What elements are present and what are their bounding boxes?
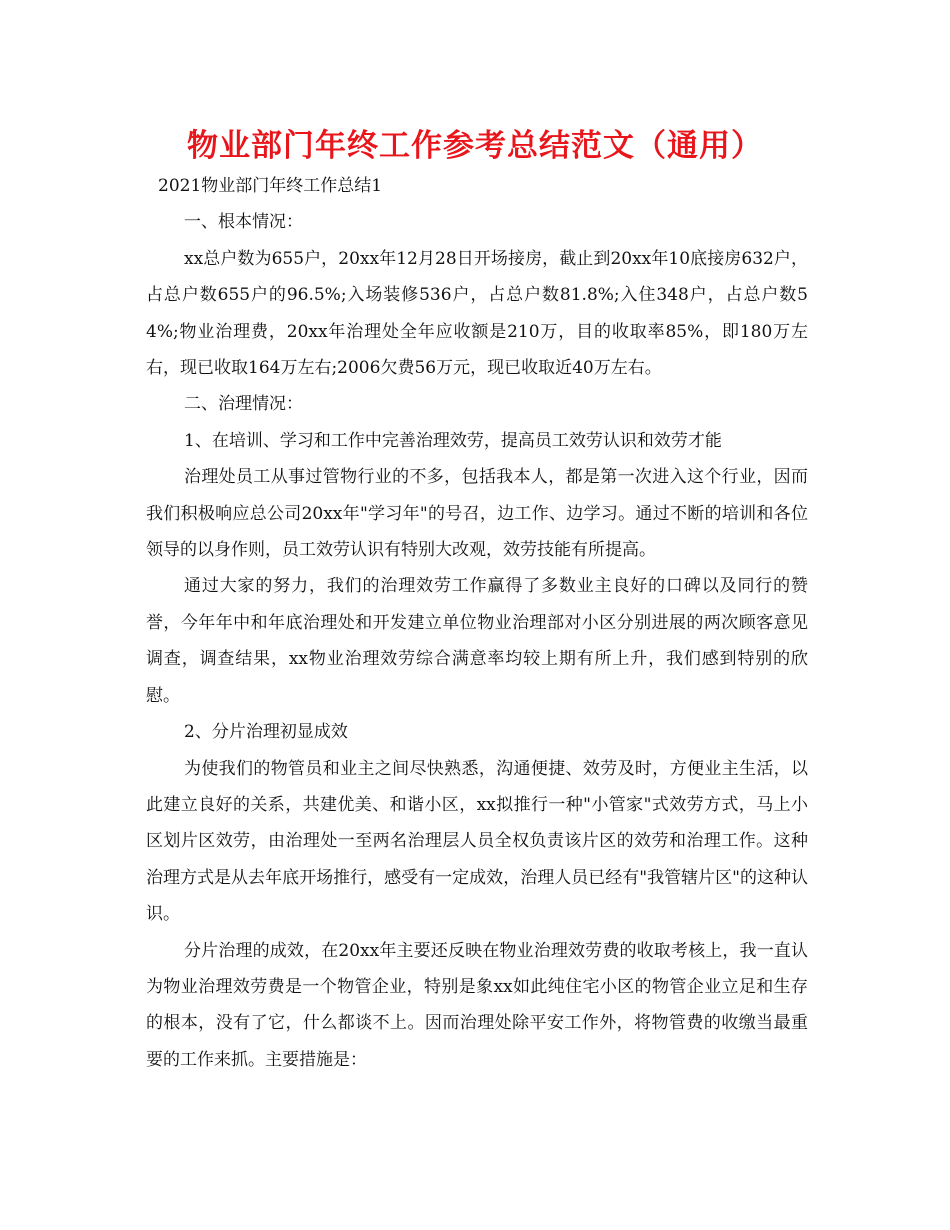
subheading-training: 1、在培训、学习和工作中完善治理效劳，提高员工效劳认识和效劳才能 — [184, 430, 722, 451]
paragraph-training: 治理处员工从事过管物行业的不多，包括我本人，都是第一次进入这个行业，因而我们积极响应总公司20xx年"学习年"的号召，边工作、边学习。通过不断的培训和各位领导的以身作则，员工效劳认识有特别大改观，效劳技能有所提高。 — [146, 467, 808, 561]
heading-basic-situation: 一、根本情况： — [184, 212, 303, 233]
document-title: 物业部门年终工作参考总结范文（通用） — [187, 128, 763, 164]
paragraph-household-stats: xx总户数为655户，20xx年12月28日开场接房，截止到20xx年10底接房632户，占总户数655户的96.5%;入场装修536户，占总户数81.8%;入住348户，占总户数54%;物业治理费，20xx年治理处全年应收额是210万，目的收取率85%，即180万左右，现已收取164万左右;2006欠费56万元，现已收取近40万左右。 — [146, 248, 808, 379]
paragraph-fee-collection: 分片治理的成效，在20xx年主要还反映在物业治理效劳费的收取考核上，我一直认为物业治理效劳费是一个物管企业，特别是象xx如此纯住宅小区的物管企业立足和生存的根本，没有了它，什么都谈不上。因而治理处除平安工作外，将物管费的收缴当最重要的工作来抓。主要措施是： — [146, 940, 808, 1070]
document-body — [146, 168, 808, 1078]
paragraph-reputation: 通过大家的努力，我们的治理效劳工作赢得了多数业主良好的口碑以及同行的赞誉，今年年中和年底治理处和开发建立单位物业治理部对小区分别进展的两次顾客意见调查，调查结果，xx物业治理效劳综合满意率均较上期有所上升，我们感到特别的欣慰。 — [146, 576, 808, 706]
heading-management-situation: 二、治理情况： — [184, 394, 303, 415]
paragraph-zoned-management: 为使我们的物管员和业主之间尽快熟悉，沟通便捷、效劳及时，方便业主生活，以此建立良好的关系，共建优美、和谐小区，xx拟推行一种"小管家"式效劳方式，马上小区划片区效劳，由治理处一至两名治理层人员全权负责该片区的效劳和治理工作。这种治理方式是从去年底开场推行，感受有一定成效，治理人员已经有"我管辖片区"的这种认识。 — [146, 758, 808, 925]
section-subtitle: 2021物业部门年终工作总结1 — [158, 176, 383, 196]
subheading-zoned-management: 2、分片治理初显成效 — [184, 722, 348, 743]
